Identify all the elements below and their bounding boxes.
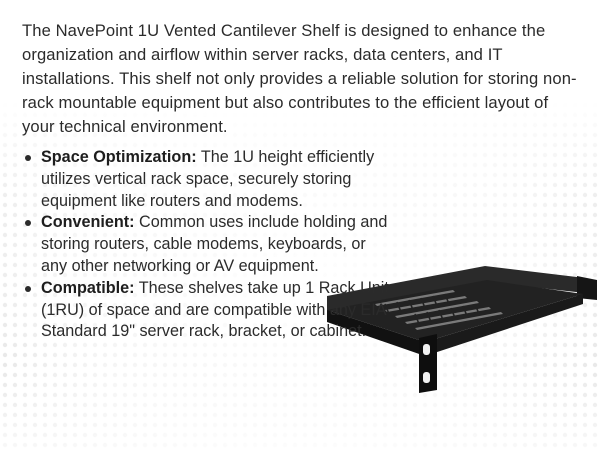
feature-text: These shelves take up 1 Rack Unit (1RU) of space and are compatible with any EIA Standard 19" server rack, bracket, or cabinet.	[41, 278, 389, 341]
feature-item-convenient	[22, 212, 392, 277]
feature-text: The 1U height efficiently utilizes vertical rack space, securely storing equipment like routers and modems.	[41, 148, 375, 210]
intro-paragraph: The NavePoint 1U Vented Cantilever Shelf is designed to enhance the organization and airflow within server racks, data centers, and IT installations. This shelf not only provides a reliable solution for storing non-rack mountable equipment but also contributes to the efficient layout of your technical environment.	[22, 21, 577, 136]
feature-item-space-optimization	[22, 147, 392, 212]
feature-title: Convenient:	[41, 213, 135, 232]
feature-item-compatible	[22, 278, 392, 343]
feature-list	[22, 147, 392, 343]
feature-title: Space Optimization:	[41, 148, 197, 166]
feature-text: Common uses include holding and storing routers, cable modems, keyboards, or any other networking or AV equipment.	[41, 213, 388, 275]
feature-title: Compatible:	[41, 278, 135, 297]
